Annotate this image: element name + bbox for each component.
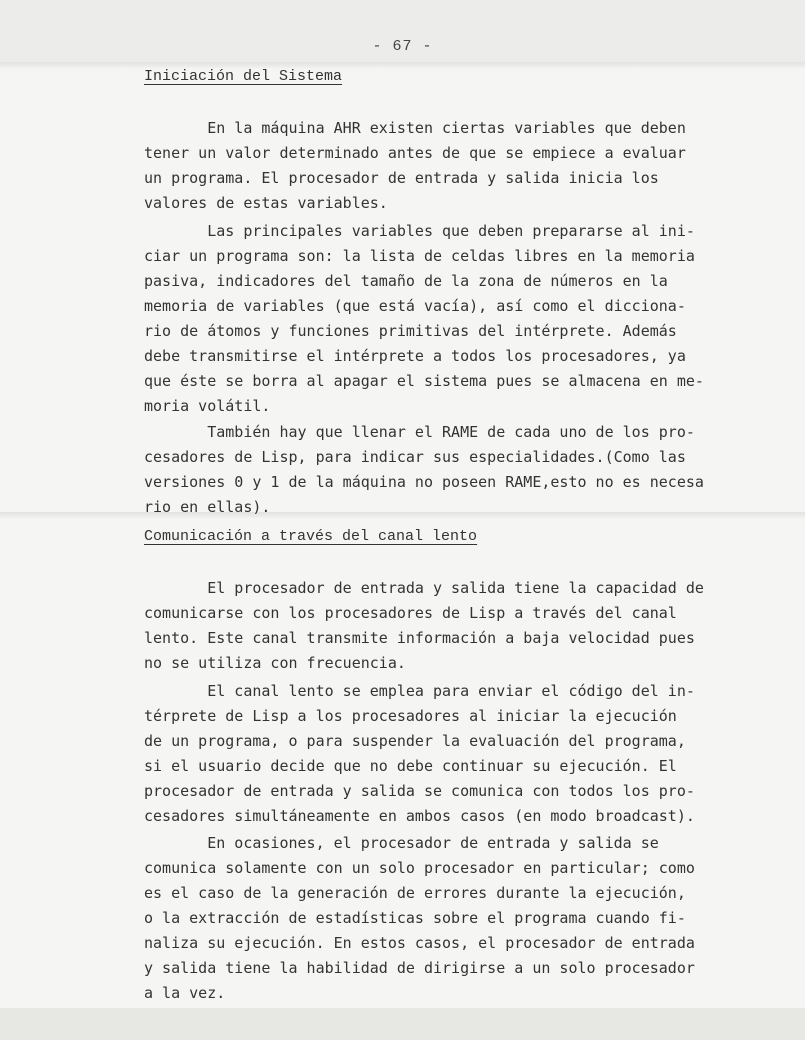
paper-fold-line <box>0 62 805 68</box>
paragraph: También hay que llenar el RAME de cada uno de los pro- cesadores de Lisp, para indicar sus especialidades.(Como las versiones 0 y 1 de la máquina no poseen RAME,esto no es necesa rio en ellas). <box>144 423 704 516</box>
section-heading-comunicacion: Comunicación a través del canal lento <box>144 528 478 545</box>
paragraph: En ocasiones, el procesador de entrada y salida se comunica solamente con un solo procesador en particular; como es el caso de la generación de errores durante la ejecución, o la extracción de estadísticas sobre el programa cuando fi- naliza su ejecución. En estos casos, el procesador de entrada y salida tiene la habilidad de dirigirse a un solo procesador a la vez. <box>144 834 695 1002</box>
scan-bottom-band <box>0 1008 805 1040</box>
paragraph: En la máquina AHR existen ciertas variables que deben tener un valor determinado antes de que se empiece a evaluar un programa. El procesador de entrada y salida inicia los valores de estas variables. <box>144 119 686 212</box>
paragraph: El canal lento se emplea para enviar el código del in- térprete de Lisp a los procesadores al iniciar la ejecución de un programa, o para suspender la evaluación del programa, si el usuario decide que no debe continuar su ejecución. El procesador de entrada y salida se comunica con todos los pro- cesadores simultáneamente en ambos casos (en modo broadcast). <box>144 682 695 825</box>
paragraph: El procesador de entrada y salida tiene la capacidad de comunicarse con los procesadores de Lisp a través del canal lento. Este canal transmite información a baja velocidad pues no se utiliza con frecuencia. <box>144 579 704 672</box>
page-number: - 67 - <box>372 38 433 55</box>
paragraph: Las principales variables que deben prepararse al ini- ciar un programa son: la lista de celdas libres en la memoria pasiva, indicadores del tamaño de la zona de números en la memoria de variables (que está vacía), así como el dicciona- rio de átomos y funciones primitivas del intérprete. Además debe transmitirse el intérprete a todos los procesadores, ya que éste se borra al apagar el sistema pues se almacena en me- moria volátil. <box>144 222 704 415</box>
section-heading-iniciacion: Iniciación del Sistema <box>144 68 343 85</box>
